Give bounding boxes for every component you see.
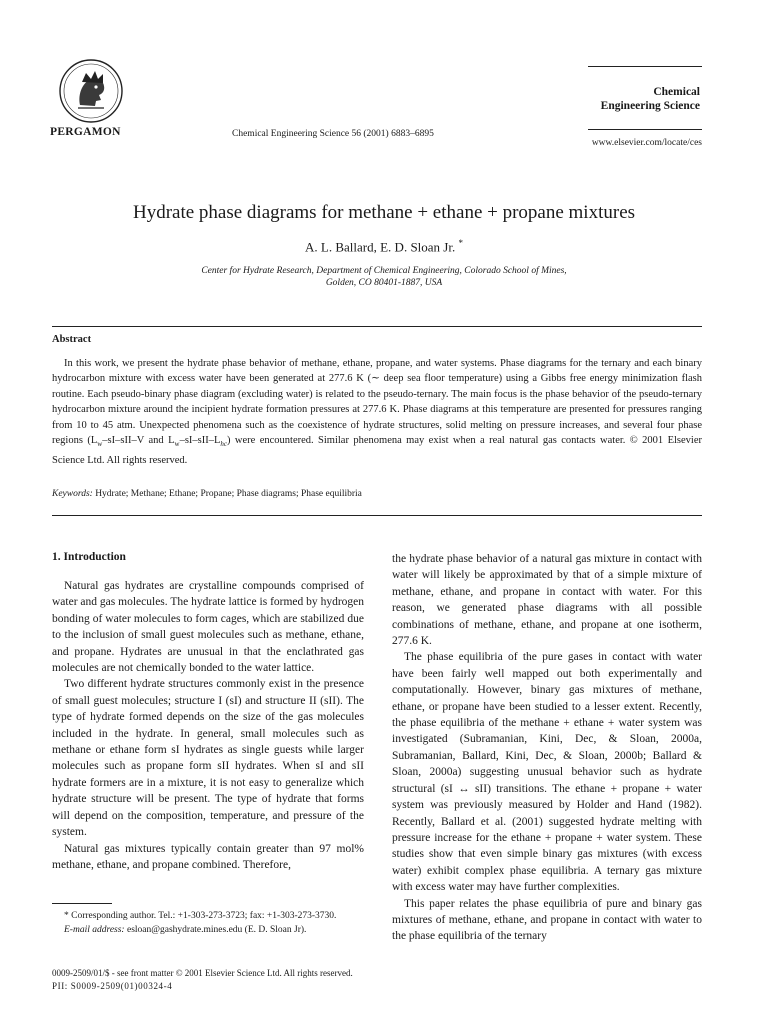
journal-name-line1: Chemical <box>653 86 700 98</box>
affiliation-line1: Center for Hydrate Research, Department of Chemical Engineering, Colorado School of Mines, <box>201 266 567 276</box>
body-paragraph: This paper relates the phase equilibria of pure and binary gas mixtures of methane, ethane, and propane in contact with water to the phase equilibria of the ternary <box>392 897 702 943</box>
journal-name <box>601 85 700 113</box>
footnote-email <box>52 924 364 938</box>
body-paragraph: Natural gas mixtures typically contain greater than 97 mol% methane, ethane, and propane combined. Therefore, <box>52 842 364 871</box>
corresponding-author-mark: * <box>458 238 463 248</box>
journal-url-link[interactable]: www.elsevier.com/locate/ces <box>591 138 702 148</box>
body-paragraph: the hydrate phase behavior of a natural gas mixture in contact with water will likely be approximated by that of a simple mixture of methane, ethane, and propane in contact with water. For this reason, we generated phase diagrams with all possible combinations of methane, ethane, and propane at one isotherm, 277.6 K. <box>392 553 702 648</box>
authors-text: A. L. Ballard, E. D. Sloan Jr. <box>305 239 456 255</box>
copyright-line: 0009-2509/01/$ - see front matter © 2001 Elsevier Science Ltd. All rights reserved. <box>52 968 353 978</box>
journal-title-box <box>588 66 702 130</box>
abstract-top-rule <box>52 326 702 327</box>
journal-name-line2: Engineering Science <box>600 100 700 112</box>
footnote-rule <box>52 903 112 904</box>
footnote-corresponding-author: * Corresponding author. Tel.: +1-303-273-3723; fax: +1-303-273-3730. <box>64 911 337 921</box>
keywords-label: Keywords: <box>52 489 93 499</box>
pergamon-crest-icon <box>58 58 124 124</box>
pii-line: PII: S0009-2509(01)00324-4 <box>52 981 173 991</box>
footnote <box>52 910 364 937</box>
body-column-right <box>392 551 702 945</box>
keywords-line <box>52 489 362 499</box>
email-address[interactable]: esloan@gashydrate.mines.edu (E. D. Sloan Jr). <box>126 924 307 935</box>
affiliation-line2: Golden, CO 80401-1887, USA <box>325 278 443 288</box>
abstract-bottom-rule <box>52 515 702 516</box>
article-title: Hydrate phase diagrams for methane + ethane + propane mixtures <box>132 202 636 223</box>
body-paragraph: Natural gas hydrates are crystalline compounds comprised of water and gas molecules. The hydrate lattice is formed by hydrogen bonding of water molecules to form cages, which are stabilized due to the inclusion of small guest molecules such as methane, ethane, and propane. Hydrates are unusual in that the enclathrated gas molecules are not chemically bonded to the water lattice. <box>52 580 364 675</box>
front-matter <box>52 967 353 993</box>
author-affiliation <box>100 265 668 289</box>
body-paragraph: The phase equilibria of the pure gases in contact with water have been fairly well mapped out both experimentally and computationally. However, binary gas mixtures of methane, ethane, or propane have been studied to a lesser extent. Recently, the phase equilibria of the methane + ethane + water system was investigated (Subramanian, Kini, Dec, & Sloan, 2000a, Subramanian, Ballard, Kini, Dec, & Sloan, 2000b; Ballard & Sloan, 2000a) suggesting unusual behavior such as hydrate structural (sI ↔ sII) transitions. The ethane + propane + water system was previously measured by Holder and Hand (1982). Recently, Ballard et al. (2001) suggested hydrate melting with pressure increase for the ethane + propane + water system. These studies show that even simple binary gas mixtures (with excess water) exhibit complex phase equilibria. A ternary gas mixture with excess water may have further complexities. <box>392 651 702 894</box>
body-column-left <box>52 578 364 873</box>
email-label: E-mail address: <box>64 924 125 935</box>
abstract-text: In this work, we present the hydrate phase behavior of methane, ethane, propane, and water systems. Phase diagrams for the ternary and each binary hydrocarbon mixture with excess water have been generated at 277.6 K (∼ deep sea floor temperature) using a Gibbs free energy minimization flash routine. Each pseudo-binary phase diagram (excluding water) is related to the pseudo-ternary. The main focus is the phase behavior of the pseudo-ternary hydrocarbon mixture around the incipient hydrate formation pressures at 277.6 K. Phase diagrams at this temperature are presented for pressures ranging from 10 to 45 atm. Unexpected phenomena such as the coexistence of hydrate structures, solid melting on pressure increases, and several four phase regions ($L_w-sI-sII-V$ and $L_w-sI-sII-L_{hc}$) were encountered. Similar phenomena may exist when a real natural gas contacts water. © 2001 Elsevier Science Ltd. All rights reserved. <box>52 358 702 466</box>
section-heading-introduction: 1. Introduction <box>52 551 126 563</box>
journal-citation: Chemical Engineering Science 56 (2001) 6883–6895 <box>232 129 434 139</box>
abstract-heading: Abstract <box>52 334 92 345</box>
publisher-name: PERGAMON <box>50 126 121 138</box>
body-paragraph: Two different hydrate structures commonly exist in the presence of small guest molecules; structure I (sI) and structure II (sII). The type of hydrate formed depends on the size of the gas molecules included in the hydrate. In general, small molecules such as methane or ethane form sI hydrates as single guests while larger molecules such as propane form sII hydrates. When sI and sII hydrate formers are in a mixture, it is not easy to generalize which hydrate structure will be present. The type of hydrate that forms will depend on the composition, temperature, and pressure of the system. <box>52 678 364 839</box>
keywords-text: Hydrate; Methane; Ethane; Propane; Phase diagrams; Phase equilibria <box>95 489 362 499</box>
author-list <box>0 238 768 255</box>
